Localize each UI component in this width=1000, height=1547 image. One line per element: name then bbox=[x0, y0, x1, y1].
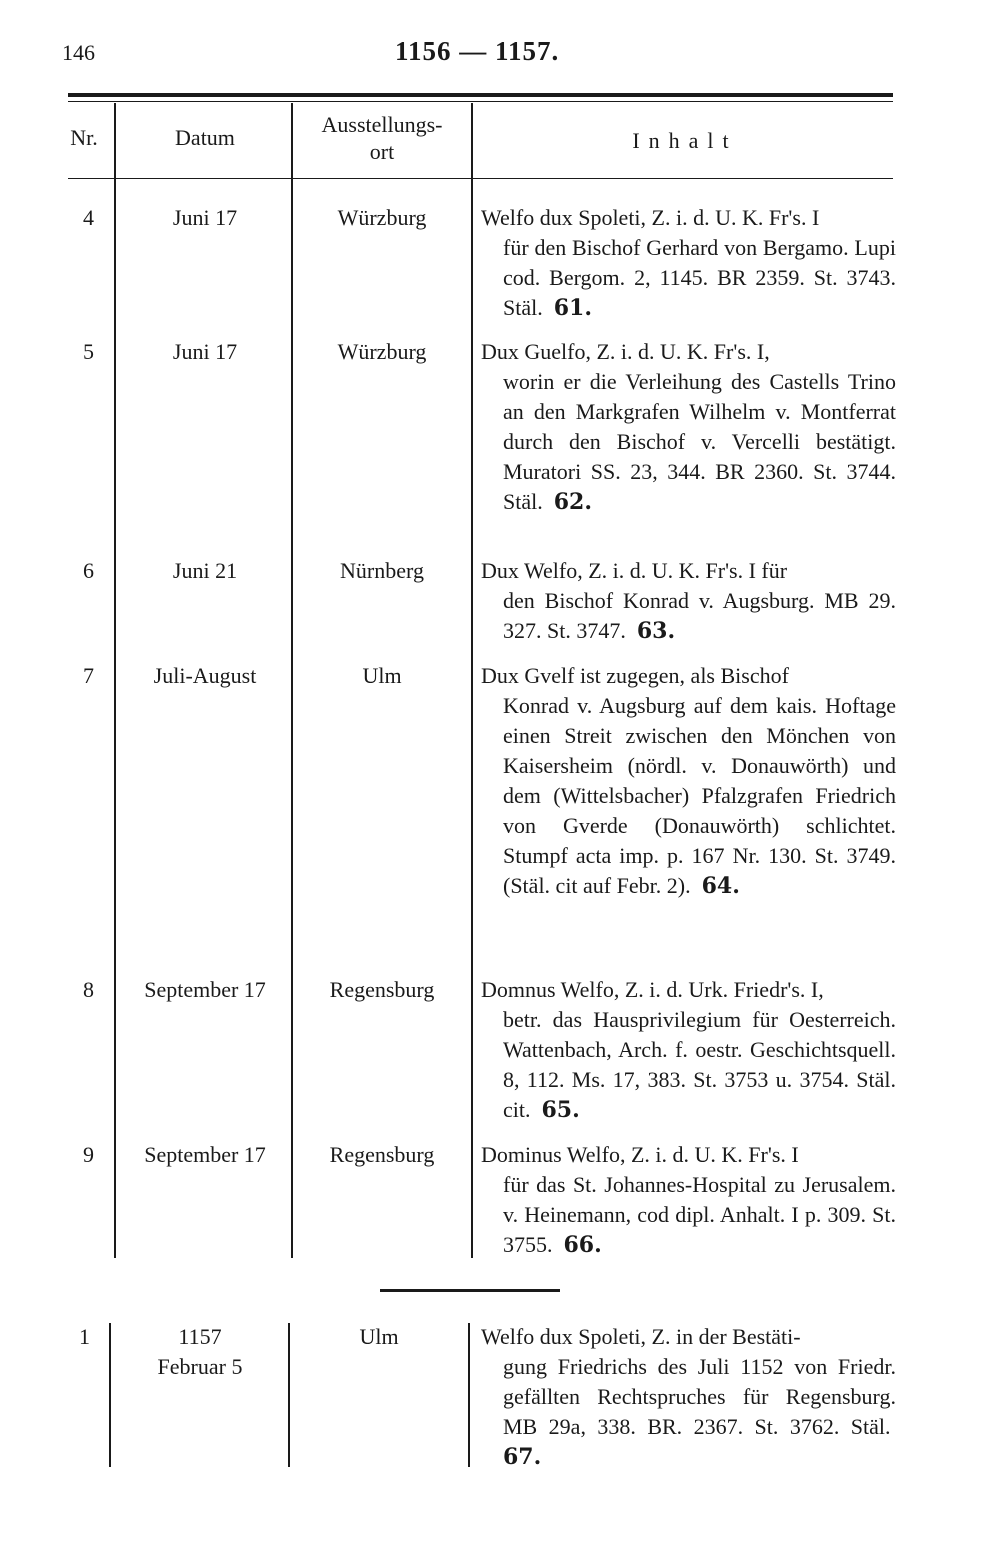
row-4-nr: 4 bbox=[83, 205, 94, 230]
column-header-ort-line1: Ausstellungs- bbox=[321, 112, 443, 137]
row-7-place: Ulm bbox=[362, 663, 402, 688]
column-rule-3-1157 bbox=[468, 1323, 470, 1467]
row-1157-1-date bbox=[115, 1322, 285, 1382]
column-rule-1 bbox=[114, 103, 116, 1258]
row-8-regest-number: 65. bbox=[541, 1097, 580, 1123]
row-6-date: Juni 21 bbox=[172, 558, 238, 583]
column-header-ort-line2: ort bbox=[369, 139, 395, 164]
column-rule-3 bbox=[471, 103, 473, 1258]
row-9-date: September 17 bbox=[144, 1142, 266, 1167]
row-9-place: Regensburg bbox=[329, 1142, 435, 1167]
column-rule-2 bbox=[291, 103, 293, 1258]
row-4-place: Würzburg bbox=[337, 205, 427, 230]
row-1157-1-content-text: gung Friedrichs des Juli 1152 von Friedr. gefällten Rechtspruches für Regensburg. MB 29a, 338. BR. 2367. St. 3762. Stäl. bbox=[503, 1354, 896, 1439]
row-6-content-first-line: Dux Welfo, Z. i. d. U. K. Fr's. I für bbox=[481, 558, 788, 583]
row-8-date: September 17 bbox=[144, 977, 266, 1002]
row-1157-1-content bbox=[481, 1322, 896, 1472]
row-5-nr: 5 bbox=[83, 339, 94, 364]
row-7-content-first-line: Dux Gvelf ist zugegen, als Bischof bbox=[481, 663, 789, 688]
row-9-content bbox=[481, 1140, 896, 1260]
row-8-content-first-line: Domnus Welfo, Z. i. d. Urk. Friedr's. I, bbox=[481, 977, 824, 1002]
row-1157-1-nr: 1 bbox=[79, 1324, 90, 1349]
row-5-regest-number: 62. bbox=[553, 489, 593, 515]
row-9-nr: 9 bbox=[83, 1142, 94, 1167]
row-4-content bbox=[481, 203, 896, 323]
row-6-content-text: den Bischof Konrad v. Augsburg. MB 29. 327. St. 3747. bbox=[503, 588, 896, 643]
row-6-nr: 6 bbox=[83, 558, 94, 583]
row-4-date: Juni 17 bbox=[172, 205, 238, 230]
row-4-regest-number: 61. bbox=[553, 295, 593, 321]
row-1157-1-regest-number: 67. bbox=[503, 1444, 542, 1470]
row-6-content bbox=[481, 556, 896, 646]
header-bottom-rule bbox=[68, 178, 893, 179]
row-8-content-text: betr. das Hausprivilegium für Oesterreich. Wattenbach, Arch. f. oestr. Geschichtsquell. 8, 112. Ms. 17, 383. St. 3753 u. 3754. Stäl. cit. bbox=[503, 1007, 896, 1122]
column-header-ort bbox=[296, 111, 468, 165]
row-4-content-first-line: Welfo dux Spoleti, Z. i. d. U. K. Fr's. I bbox=[481, 205, 820, 230]
row-8-nr: 8 bbox=[83, 977, 94, 1002]
row-5-date: Juni 17 bbox=[172, 339, 238, 364]
row-8-place: Regensburg bbox=[329, 977, 435, 1002]
row-7-regest-number: 64. bbox=[701, 873, 740, 899]
row-4-content-text: für den Bischof Gerhard von Bergamo. Lupi cod. Bergom. 2, 1145. BR 2359. St. 3743. Stäl. bbox=[503, 235, 896, 320]
row-7-content-text: Konrad v. Augsburg auf dem kais. Hoftage einen Streit zwischen den Mönchen von Kaisersheim (nördl. v. Donauwörth) und dem (Wittelsbacher) Pfalzgrafen Friedrich von Gverde (Donauwörth) schlichtet. Stumpf acta imp. p. 167 Nr. 130. St. 3749. (Stäl. cit auf Febr. 2). bbox=[503, 693, 896, 898]
row-5-content-text: worin er die Verleihung des Castells Trino an den Markgrafen Wilhelm v. Montferrat durch den Bischof v. Vercelli bestätigt. Muratori SS. 23, 344. BR 2360. St. 3744. Stäl. bbox=[503, 369, 896, 514]
column-rule-1-1157 bbox=[109, 1323, 111, 1467]
year-separator-rule bbox=[380, 1289, 560, 1292]
row-5-content-first-line: Dux Guelfo, Z. i. d. U. K. Fr's. I, bbox=[481, 339, 770, 364]
column-rule-2-1157 bbox=[288, 1323, 290, 1467]
row-6-place: Nürnberg bbox=[340, 558, 424, 583]
running-title: 1156 — 1157. bbox=[395, 36, 560, 66]
column-header-nr: Nr. bbox=[70, 125, 98, 150]
header-rule-thick bbox=[68, 93, 893, 97]
row-5-content bbox=[481, 337, 896, 517]
row-9-content-text: für das St. Johannes-Hospital zu Jerusalem. v. Heinemann, cod dipl. Anhalt. I p. 309. St. 3755. bbox=[503, 1172, 896, 1257]
row-6-regest-number: 63. bbox=[636, 618, 676, 644]
column-header-datum: Datum bbox=[175, 125, 235, 150]
row-7-content bbox=[481, 661, 896, 901]
row-9-regest-number: 66. bbox=[563, 1232, 602, 1258]
row-1157-1-place: Ulm bbox=[359, 1324, 399, 1349]
row-1157-1-content-first-line: Welfo dux Spoleti, Z. in der Bestäti- bbox=[481, 1324, 801, 1349]
page-number: 146 bbox=[62, 40, 95, 65]
row-9-content-first-line: Dominus Welfo, Z. i. d. U. K. Fr's. I bbox=[481, 1142, 799, 1167]
row-8-content bbox=[481, 975, 896, 1125]
row-1157-1-day: Februar 5 bbox=[157, 1354, 243, 1379]
row-7-nr: 7 bbox=[83, 663, 94, 688]
row-1157-1-year: 1157 bbox=[178, 1324, 222, 1349]
row-7-date: Juli-August bbox=[153, 663, 257, 688]
column-header-inhalt: Inhalt bbox=[632, 128, 738, 153]
header-rule-thin bbox=[68, 101, 893, 102]
row-5-place: Würzburg bbox=[337, 339, 427, 364]
